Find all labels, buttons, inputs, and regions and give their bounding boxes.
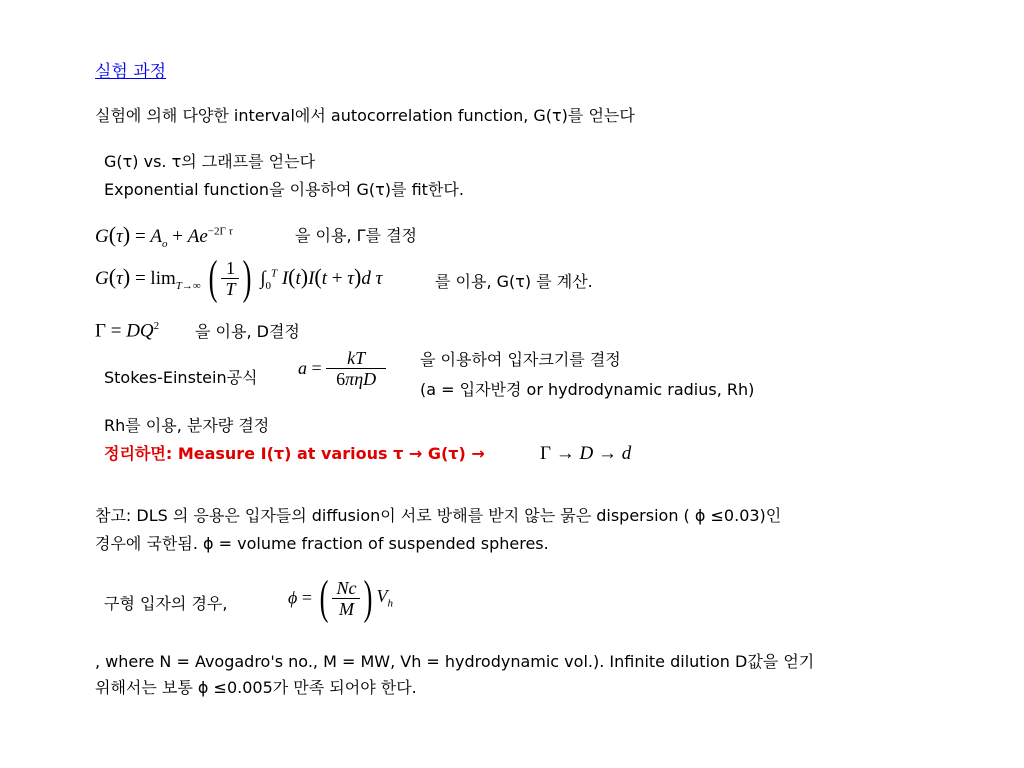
stokes-einstein-definition: (a = 입자반경 or hydrodynamic radius, Rh) bbox=[420, 380, 755, 399]
summary-prefix: 정리하면: bbox=[104, 444, 173, 463]
equation-gamma-note: 을 이용, Γ를 결정 bbox=[295, 226, 417, 245]
intro-line: 실험에 의해 다양한 interval에서 autocorrelation function, G(τ)를 얻는다 bbox=[95, 106, 635, 125]
stokes-einstein-note: 을 이용하여 입자크기를 결정 bbox=[420, 350, 621, 369]
stokes-einstein-equation: a = $\frac{kT}{\text{6πηD}}$ bbox=[298, 348, 386, 389]
stokes-einstein-label: Stokes-Einstein공식 bbox=[104, 368, 258, 387]
page-title[interactable]: 실험 과정 bbox=[95, 62, 167, 82]
equation-diffusion: $\Gamma = DQ^2$ bbox=[95, 320, 160, 342]
reference-line-2: 경우에 국한됨. ϕ = volume fraction of suspended spheres. bbox=[95, 534, 549, 553]
equation-diffusion-note: 을 이용, D결정 bbox=[195, 322, 300, 341]
summary-line bbox=[104, 444, 485, 464]
summary-text: Measure I(τ) at various τ → G(τ) → bbox=[177, 444, 485, 463]
molecular-weight-line: Rh를 이용, 분자량 결정 bbox=[104, 416, 270, 435]
equation-autocorrelation: $G(\tau) = \lim_{T\to\infty}$ ( $\frac{1}{T}$ ) $\int_0^T$ I(t)I(t + τ)d τ bbox=[95, 251, 383, 304]
equation-gamma-fit: $G(\tau) = A_o + Ae^{-2\Gamma \tau}$ bbox=[95, 222, 233, 250]
sphere-label: 구형 입자의 경우, bbox=[104, 594, 228, 613]
volume-fraction-equation: ϕ = ( $\frac{Nc}{M}$ ) $V_h$ bbox=[288, 571, 393, 624]
reference-line-1: 참고: DLS 의 응용은 입자들의 diffusion이 서로 방해를 받지 않는 묽은 dispersion ( ϕ ≤0.03)인 bbox=[95, 506, 782, 525]
final-line-1: , where N = Avogadro's no., M = MW, Vh = hydrodynamic vol.). Infinite dilution D값을 얻기 bbox=[95, 652, 815, 671]
final-line-2: 위해서는 보통 ϕ ≤0.005가 만족 되어야 한다. bbox=[95, 678, 417, 697]
fit-line: Exponential function을 이용하여 G(τ)를 fit한다. bbox=[104, 180, 464, 199]
equation-autocorrelation-note: 를 이용, G(τ) 를 계산. bbox=[435, 272, 593, 291]
summary-chain-equation: Γ → D → d bbox=[540, 443, 632, 464]
graph-line: G(τ) vs. τ의 그래프를 얻는다 bbox=[104, 152, 316, 171]
